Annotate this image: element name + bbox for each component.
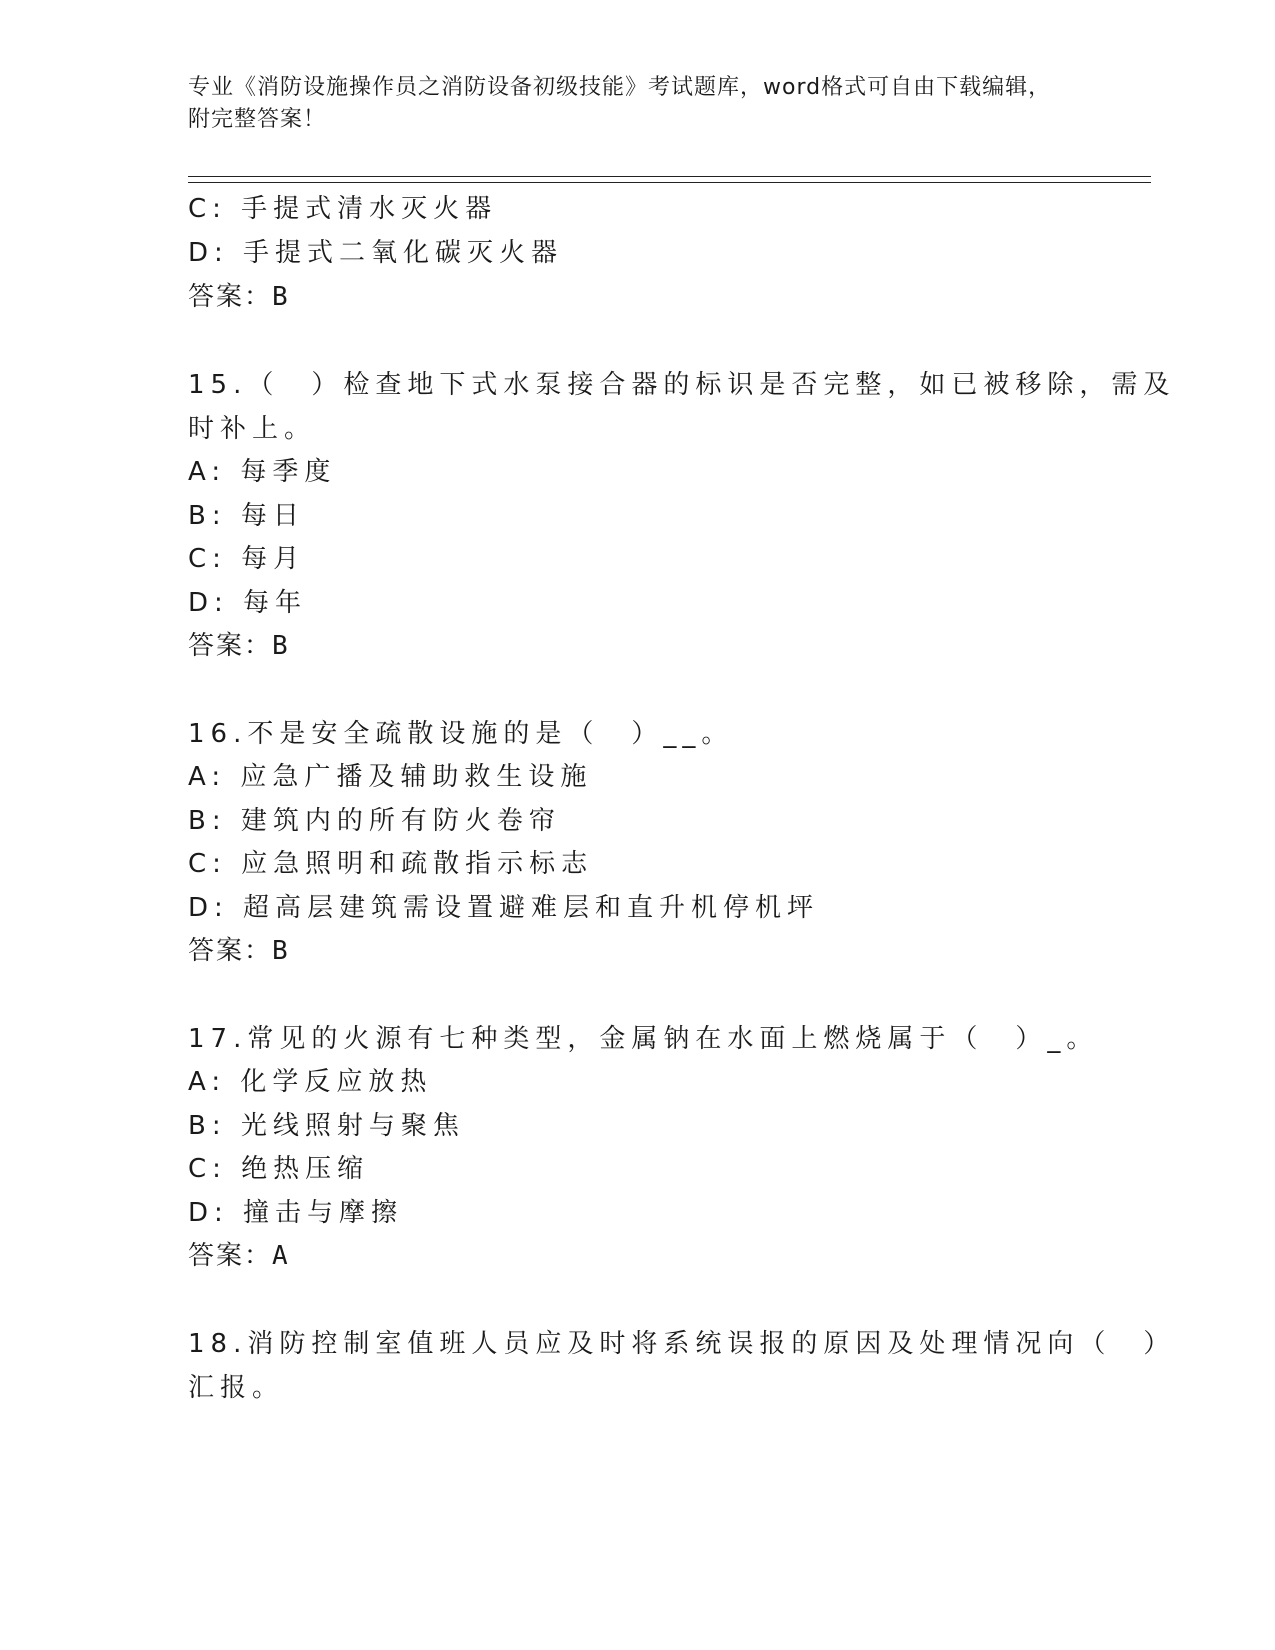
q16-option-b: B: 建筑内的所有防火卷帘 xyxy=(188,806,561,836)
q17-stem: 17.常见的火源有七种类型，金属钠在水面上燃烧属于（ ）_。 xyxy=(188,1024,1099,1054)
q16-option-c: C: 应急照明和疏散指示标志 xyxy=(188,849,594,879)
answer-value: B xyxy=(272,282,290,312)
q17-option-a: A: 化学反应放热 xyxy=(188,1067,433,1097)
q16-option-a: A: 应急广播及辅助救生设施 xyxy=(188,762,593,792)
q16-answer xyxy=(188,935,290,967)
answer-value: B xyxy=(272,936,290,966)
q15-stem-line-1: 15.（ ）检查地下式水泵接合器的标识是否完整，如已被移除，需及 xyxy=(188,370,1176,400)
q16-option-d: D: 超高层建筑需设置避难层和直升机停机坪 xyxy=(188,893,820,923)
q18-stem-line-2: 汇报。 xyxy=(188,1373,285,1403)
q15-option-a: A: 每季度 xyxy=(188,457,337,487)
answer-label: 答案： xyxy=(188,282,273,312)
q15-answer xyxy=(188,630,290,662)
q14-option-c: C: 手提式清水灭火器 xyxy=(188,194,498,224)
q15-option-c: C: 每月 xyxy=(188,544,306,574)
q15-option-b: B: 每日 xyxy=(188,501,305,531)
q17-answer xyxy=(188,1240,290,1272)
q14-option-d: D: 手提式二氧化碳灭火器 xyxy=(188,238,564,268)
answer-label: 答案： xyxy=(188,936,273,966)
q17-option-b: B: 光线照射与聚焦 xyxy=(188,1111,465,1141)
q15-option-d: D: 每年 xyxy=(188,588,308,618)
q17-option-c: C: 绝热压缩 xyxy=(188,1154,370,1184)
answer-label: 答案： xyxy=(188,1241,273,1271)
q17-option-d: D: 撞击与摩擦 xyxy=(188,1198,404,1228)
document-header: 专业《消防设施操作员之消防设备初级技能》考试题库，word格式可自由下载编辑，附完整答案！ xyxy=(188,75,1052,132)
header-divider-bottom xyxy=(188,182,1151,183)
q18-stem-line-1: 18.消防控制室值班人员应及时将系统误报的原因及处理情况向（ ） xyxy=(188,1329,1176,1359)
answer-value: A xyxy=(272,1241,290,1271)
header-divider-top xyxy=(188,176,1151,177)
answer-value: B xyxy=(272,631,290,661)
q14-answer xyxy=(188,281,290,313)
q15-stem-line-2: 时补上。 xyxy=(188,414,317,444)
q16-stem: 16.不是安全疏散设施的是（ ）__。 xyxy=(188,719,734,749)
answer-label: 答案： xyxy=(188,631,273,661)
